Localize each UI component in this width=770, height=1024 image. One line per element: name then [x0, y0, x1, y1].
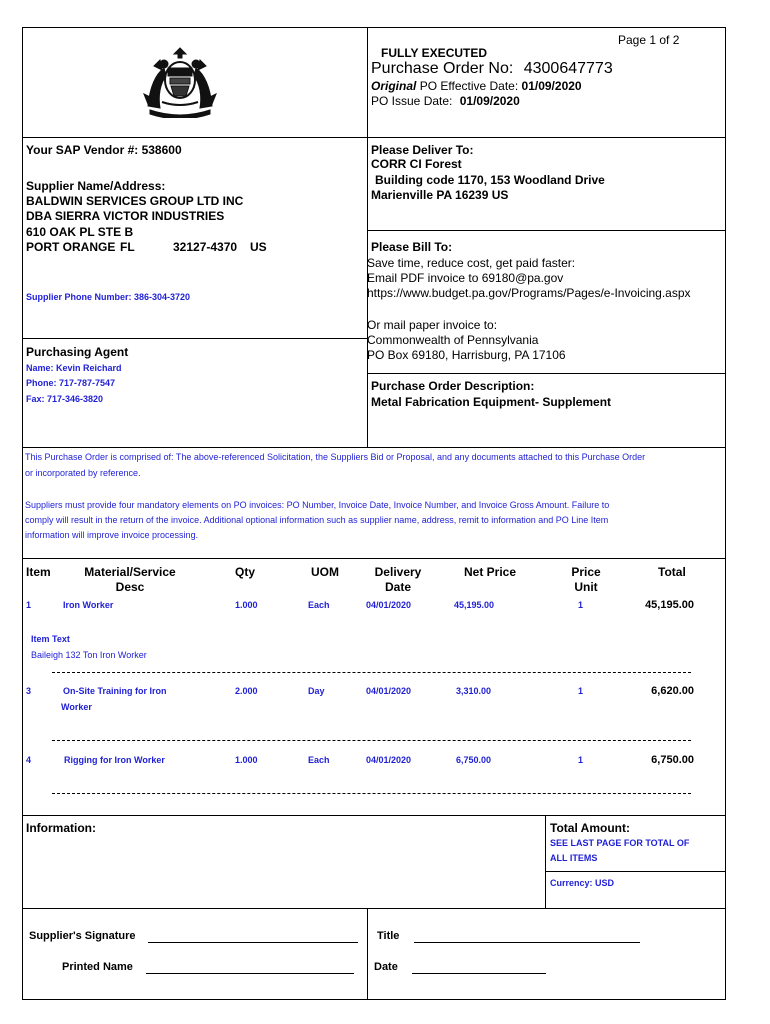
pennsylvania-seal-icon: [140, 46, 220, 118]
notes-line-4: comply will result in the return of the invoice. Additional optional information such as supplier name, address, remit to information and PO Line Item: [25, 515, 609, 525]
bill-line-3[interactable]: https://www.budget.pa.gov/Programs/Pages/e-Invoicing.aspx: [367, 286, 691, 300]
page-indicator: Page 1 of 2: [618, 33, 680, 47]
agent-name: Name: Kevin Reichard: [26, 363, 122, 373]
deliver-line-1: CORR CI Forest: [371, 157, 462, 171]
description-label: Purchase Order Description:: [371, 379, 535, 393]
col-header-qty: Qty: [235, 565, 256, 579]
col-header-item: Item: [26, 565, 51, 579]
col-header-delivery-line1: Delivery: [374, 565, 422, 579]
bill-line-4: Or mail paper invoice to:: [367, 318, 498, 332]
effective-date-line: [371, 79, 582, 93]
supplier-signature-label: Supplier's Signature: [29, 930, 136, 942]
row1-item: 1: [26, 600, 32, 610]
row2-qty: 2.000: [235, 686, 258, 696]
supplier-name-1: BALDWIN SERVICES GROUP LTD INC: [26, 194, 244, 208]
row2-desc: On-Site Training for Iron: [63, 686, 167, 696]
description-value: Metal Fabrication Equipment- Supplement: [371, 395, 612, 409]
notes-line-1: This Purchase Order is comprised of: The above-referenced Solicitation, the Suppliers Bid or Proposal, and any documents attached to this Purchase Order: [25, 452, 646, 462]
col-header-delivery-line2: Date: [384, 580, 411, 594]
supplier-state: FL: [120, 240, 135, 254]
effective-date-prefix: Original: [371, 79, 417, 93]
col-header-delivery: [363, 565, 433, 595]
po-number-label: Purchase Order No:: [371, 60, 514, 77]
total-amount-label: Total Amount:: [550, 821, 630, 835]
deliver-line-3: Marienville PA 16239 US: [371, 188, 509, 202]
row3-uom: Each: [308, 755, 330, 765]
col-header-total: Total: [658, 565, 686, 579]
supplier-address: 610 OAK PL STE B: [26, 225, 134, 239]
information-label: Information:: [26, 821, 96, 835]
notes-line-5: information will improve invoice processing.: [25, 530, 199, 540]
notes-bottom-line: [22, 558, 726, 559]
notes-line-2: or incorporated by reference.: [25, 468, 141, 478]
printed-name-field[interactable]: [146, 973, 354, 974]
supplier-country: US: [250, 240, 267, 254]
supplier-label: Supplier Name/Address:: [26, 179, 166, 193]
supplier-zip: 32127-4370: [173, 240, 238, 254]
vendor-bottom-line: [22, 338, 368, 339]
supplier-signature-field[interactable]: [148, 942, 358, 943]
row2-item: 3: [26, 686, 32, 696]
col-header-desc-line1: Material/Service: [84, 565, 176, 579]
deliver-bottom-line: [367, 230, 726, 231]
total-amount-note-1: SEE LAST PAGE FOR TOTAL OF: [550, 838, 690, 848]
header-bottom-line: [22, 137, 726, 138]
item-text-label: Item Text: [31, 634, 70, 644]
agent-phone: Phone: 717-787-7547: [26, 378, 116, 388]
row3-desc: Rigging for Iron Worker: [64, 755, 165, 765]
date-field[interactable]: [412, 973, 546, 974]
signature-vdivider: [367, 908, 368, 1000]
bill-label: Please Bill To:: [371, 240, 453, 254]
bill-line-1: Save time, reduce cost, get paid faster:: [367, 256, 576, 270]
frame-bottom: [22, 999, 726, 1000]
row1-date: 04/01/2020: [366, 600, 412, 610]
row-separator-1: [52, 672, 691, 673]
issue-date-value: 01/09/2020: [459, 94, 520, 108]
row3-qty: 1.000: [235, 755, 258, 765]
issue-date-line: [371, 94, 520, 108]
row1-total: 45,195.00: [645, 599, 694, 611]
row2-desc-line2: Worker: [61, 702, 92, 712]
row-separator-2: [52, 740, 691, 741]
frame-left: [22, 27, 23, 1000]
row1-qty: 1.000: [235, 600, 258, 610]
agent-fax: Fax: 717-346-3820: [26, 394, 104, 404]
item-text-value: Baileigh 132 Ton Iron Worker: [31, 650, 147, 660]
effective-date-value: 01/09/2020: [521, 79, 582, 93]
supplier-phone: Supplier Phone Number: 386-304-3720: [26, 292, 191, 302]
row3-total: 6,750.00: [651, 754, 694, 766]
po-number: 4300647773: [523, 60, 613, 77]
col-header-price-unit: [560, 565, 612, 595]
frame-top: [22, 27, 726, 28]
row1-uom: Each: [308, 600, 330, 610]
info-bottom-line: [22, 908, 726, 909]
row2-uom: Day: [308, 686, 325, 696]
row3-unit: 1: [578, 755, 584, 765]
notes-line-3: Suppliers must provide four mandatory elements on PO invoices: PO Number, Invoice Date, Invoice Number, and Invoice Gross Amount. Failure to: [25, 500, 610, 510]
bill-line-6: PO Box 69180, Harrisburg, PA 17106: [367, 348, 566, 362]
row-separator-3: [52, 793, 691, 794]
supplier-name-2: DBA SIERRA VICTOR INDUSTRIES: [26, 209, 225, 223]
frame-right: [725, 27, 726, 1000]
col-header-net-price: Net Price: [464, 565, 517, 579]
title-field[interactable]: [414, 942, 640, 943]
row3-item: 4: [26, 755, 32, 765]
row2-total: 6,620.00: [651, 685, 694, 697]
bill-bottom-line: [367, 373, 726, 374]
bill-line-2: Email PDF invoice to 69180@pa.gov: [367, 271, 564, 285]
date-label: Date: [374, 961, 398, 973]
deliver-label: Please Deliver To:: [371, 143, 474, 157]
agent-bottom-line: [22, 447, 726, 448]
row2-net: 3,310.00: [456, 686, 492, 696]
col-header-price-unit-line2: Unit: [574, 580, 598, 594]
row2-date: 04/01/2020: [366, 686, 412, 696]
printed-name-label: Printed Name: [62, 961, 133, 973]
title-label: Title: [377, 930, 400, 942]
col-header-desc-line2: Desc: [115, 580, 145, 594]
row3-date: 04/01/2020: [366, 755, 412, 765]
sap-vendor-number: Your SAP Vendor #: 538600: [26, 143, 182, 157]
row3-net: 6,750.00: [456, 755, 492, 765]
row1-unit: 1: [578, 600, 584, 610]
currency-top-line: [545, 871, 726, 872]
row1-net: 45,195.00: [454, 600, 495, 610]
col-header-price-unit-line1: Price: [571, 565, 601, 579]
bill-line-5: Commonwealth of Pennsylvania: [367, 333, 539, 347]
po-number-line: [371, 60, 613, 78]
deliver-line-2: Building code 1170, 153 Woodland Drive: [375, 173, 605, 187]
supplier-city: PORT ORANGE: [26, 240, 116, 254]
header-vdivider: [367, 27, 368, 137]
agent-label: Purchasing Agent: [26, 345, 129, 359]
issue-date-label: PO Issue Date:: [371, 94, 453, 108]
col-header-uom: UOM: [311, 565, 339, 579]
status-label: FULLY EXECUTED: [381, 46, 488, 60]
total-vdivider: [545, 815, 546, 908]
col-header-desc: [70, 565, 190, 595]
currency: Currency: USD: [550, 878, 615, 888]
row2-unit: 1: [578, 686, 584, 696]
effective-date-label: PO Effective Date:: [419, 79, 519, 93]
row1-desc: Iron Worker: [63, 600, 114, 610]
table-bottom-line: [22, 815, 726, 816]
total-amount-note-2: ALL ITEMS: [550, 853, 598, 863]
